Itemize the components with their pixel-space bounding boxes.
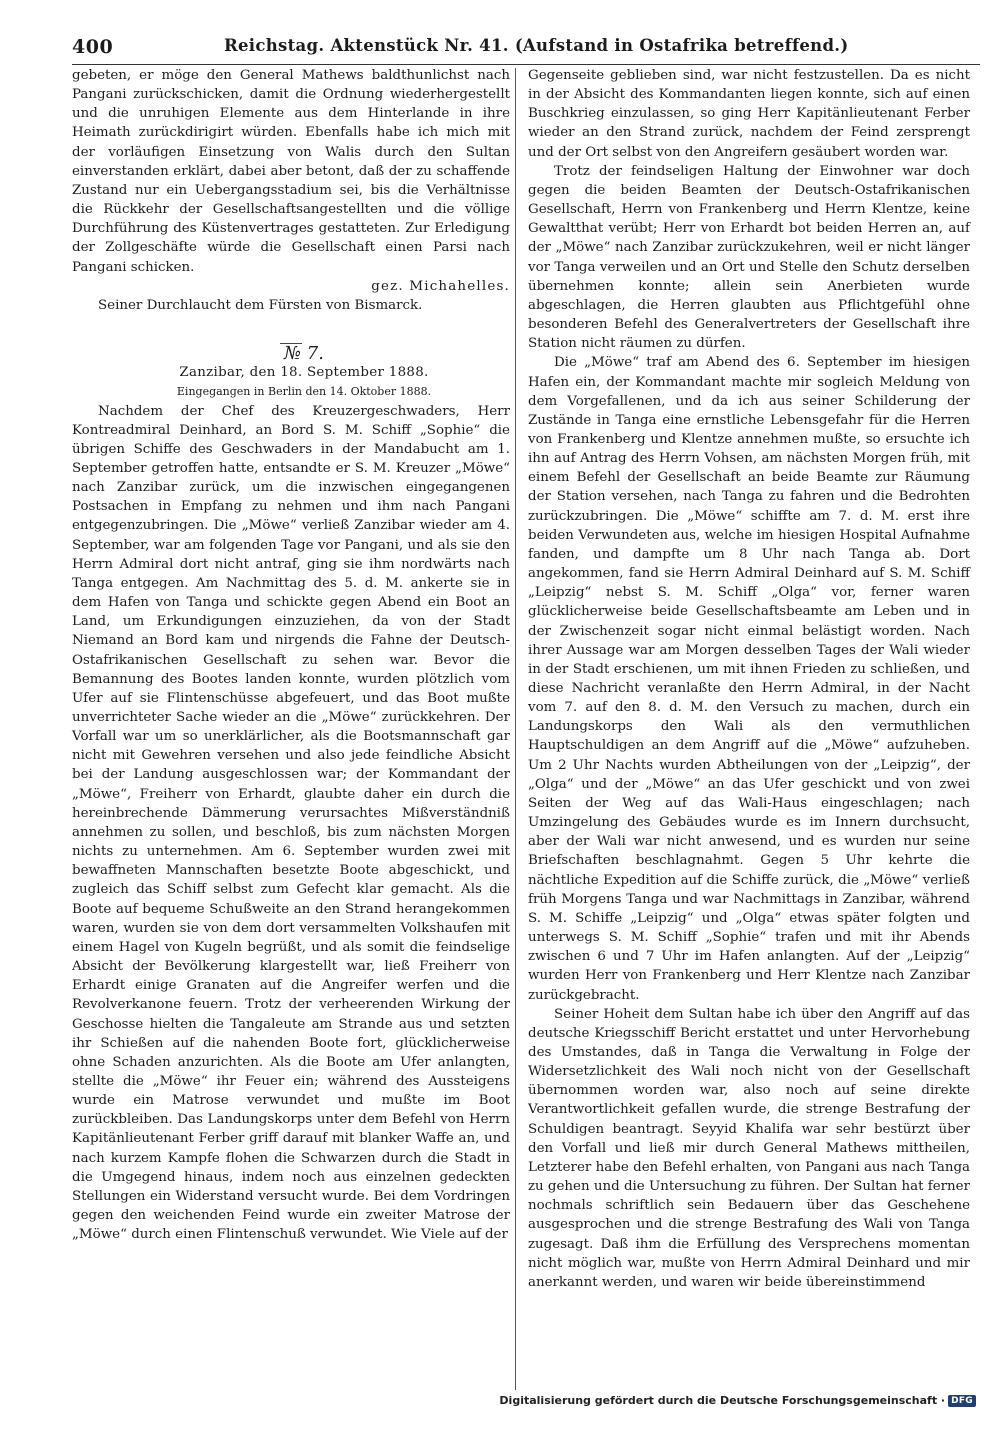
header-rule [72, 64, 980, 65]
report-paragraph: Nachdem der Chef des Kreuzergeschwaders, Herr Kontreadmiral Deinhard, an Bord S. M. Schiff „Sophie“ die übrigen Schiffe des Geschwaders in der Mandabucht am 1. September getroffen hatte, entsandte er S. M. Kreuzer „Möwe“ nach Zanzibar zurück, um die inzwischen eingegangenen Postsachen in Empfang zu nehmen und ihm nach Pangani entgegenzubringen. Die „Möwe“ verließ Zanzibar wieder am 4. September, war am folgenden Tage vor Pangani, und als sie den Herrn Admiral dort nicht antraf, ging sie ihm nordwärts nach Tanga entgegen. Am Nachmittag des 5. d. M. ankerte sie in dem Hafen von Tanga und schickte gegen Abend ein Boot an Land, um Erkundigungen einzuziehen, da von der Stadt Niemand an Bord kam und nirgends die Fahne der Deutsch-Ostafrikanischen Gesellschaft zu sehen war. Bevor die Bemannung des Bootes landen konnte, wurden plötzlich vom Ufer auf sie Flintenschüsse abgefeuert, und das Boot mußte unverrichteter Sache wieder an die „Möwe“ zurückkehren. Der Vorfall war um so unerklärlicher, als die Bootsmannschaft gar nicht mit Gewehren versehen und also jede feindliche Absicht bei der Landung ausgeschlossen war; der Kommandant der „Möwe“, Freiherr von Erhardt, glaubte daher ein durch die hereinbrechende Dämmerung verursachtes Mißverständniß annehmen zu sollen, und beschloß, bis zum nächsten Morgen nichts zu unternehmen. Am 6. September wurden zwei mit bewaffneten Mannschaften besetzte Boote abgeschickt, und zugleich das Schiff selbst zum Gefecht klar gemacht. Als die Boote auf bequeme Schußweite an den Strand herangekommen waren, wurden sie von dem dort versammelten Volkshaufen mit einem Hagel von Kugeln begrüßt, und als somit die feindselige Absicht der Bevölkerung klargestellt war, ließ Freiherr von Erhardt einige Granaten auf die Angreifer werfen und die Revolverkanone feuern. Trotz der verheerenden Wirkung der Geschosse hielten die Tangaleute am Strande aus und setzten ihr Schießen auf die nahenden Boote fort, glücklicherweise ohne Schaden anzurichten. Als die Boote am Ufer anlangten, stellte die „Möwe“ ihr Feuer ein; während des Aussteigens wurde ein Matrose verwundet und mußte im Boot zurückbleiben. Das Landungskorps unter dem Befehl von Herrn Kapitänlieutenant Ferber griff darauf mit blanker Waffe an, und nach kurzem Kampfe flohen die Schwarzen durch die Stadt in die Umgegend hinaus, indem noch aus einzelnen gedeckten Stellungen ein Widerstand versucht wurde. Bei dem Vordringen gegen den weichenden Feind wurde ein zweiter Matrose der „Möwe“ durch einen Flintenschuß verwundet. Wie Viele auf der [72, 403, 510, 1243]
digitization-footer [499, 1394, 976, 1407]
right-column [528, 66, 970, 1292]
running-title: Reichstag. Aktenstück Nr. 41. (Aufstand in Ostafrika betreffend.) [224, 36, 849, 55]
continued-paragraph: Gegenseite geblieben sind, war nicht festzustellen. Da es nicht in der Absicht des Kommandanten liegen konnte, sich auf einen Buschkrieg einzulassen, so ging Herr Kapitänlieutenant Ferber wieder an den Strand zurück, nachdem der Feind zersprengt und der Ort selbst von den Angreifern gesäubert worden war. [528, 68, 970, 160]
received-note: Eingegangen in Berlin den 14. Oktober 1888. [176, 385, 432, 399]
report-paragraph: Trotz der feindseligen Haltung der Einwohner war doch gegen die beiden Beamten der Deutsch-Ostafrikanischen Gesellschaft, Herrn von Frankenberg und Herrn Klentze, keine Gewaltthat verübt; Herr von Erhardt bot beiden Herren an, auf der „Möwe“ nach Zanzibar zurückzukehren, weil er nicht länger vor Tanga verweilen und an Ort und Stelle den Schutz derselben übernehmen konnte; allein sein Anerbieten wurde abgeschlagen, die Herren glaubten aus Pflichtgefühl ohne besonderen Befehl des Generalvertreters der Gesellschaft ihre Station nicht räumen zu dürfen. [528, 163, 970, 352]
left-column [72, 66, 510, 1244]
page-number: 400 [72, 36, 114, 58]
dfg-logo: DFG [948, 1395, 976, 1407]
report-paragraph: Die „Möwe“ traf am Abend des 6. September im hiesigen Hafen ein, der Kommandant machte mir sogleich Meldung von dem Vorgefallenen, und da ich aus seiner Schilderung der Zustände in Tanga eine ernstliche Lebensgefahr für die Herren von Frankenberg und Klentze annehmen mußte, so ersuchte ich ihn auf Antrag des Herrn Vohsen, am nächsten Morgen früh, mit einem Befehl der Gesellschaft an beide Beamte zur Räumung der Station versehen, nach Tanga zu fahren und die Bedrohten zurückzubringen. Die „Möwe“ schiffte am 7. d. M. erst ihre beiden Verwundeten aus, welche im hiesigen Hospital Aufnahme fanden, und dampfte um 8 Uhr nach Tanga ab. Dort angekommen, fand sie Herrn Admiral Deinhard auf S. M. Schiff „Leipzig“ nebst S. M. Schiff „Olga“ vor, ferner waren glücklicherweise beide Gesellschaftsbeamte am Leben und in der Zwischenzeit sogar nicht einmal belästigt worden. Nach ihrer Aussage war am Morgen desselben Tages der Wali wieder in der Stadt erschienen, um mit ihnen Frieden zu schließen, und diese Nachricht veranlaßte den Herrn Admiral, in der Nacht vom 7. auf den 8. d. M. den Versuch zu machen, durch ein Landungskorps den Wali als den vermuthlichen Hauptschuldigen an dem Angriff auf die „Möwe“ aufzuheben. Um 2 Uhr Nachts wurden Abtheilungen von der „Leipzig“, der „Olga“ und der „Möwe“ an das Ufer geschickt und von zwei Seiten der Weg auf das Wali-Haus eingeschlagen; nach Umzingelung des Gebäudes wurde es im Innern durchsucht, aber der Wali war nicht anwesend, und es wurden nur seine Briefschaften beschlagnahmt. Gegen 5 Uhr kehrte die nächtliche Expedition auf die Schiffe zurück, die „Möwe“ verließ früh Morgens Tanga und war Nachmittags in Zanzibar, während S. M. Schiffe „Leipzig“ und „Olga“ etwas später folgten und unterwegs S. M. Schiff „Sophie“ trafen und mit ihr Abends zwischen 6 und 7 Uhr im Hafen anlangten. Auf der „Leipzig“ wurden Herr von Frankenberg und Herr Klentze nach Zanzibar zurückgebracht. [528, 355, 970, 1003]
digitization-credit: Digitalisierung gefördert durch die Deutsche Forschungsgemeinschaft · [499, 1394, 946, 1407]
document-number: № 7. [284, 343, 324, 365]
column-divider [515, 68, 516, 1390]
report-paragraph: Seiner Hoheit dem Sultan habe ich über den Angriff auf das deutsche Kriegsschiff Bericht erstattet und unter Hervorhebung des Umstandes, daß in Tanga die Verwaltung in Folge der Widersetzlichkeit des Wali noch nicht von der Gesellschaft übernommen worden war, also noch auf seine direkte Verantwortlichkeit gefallen wurde, die strenge Bestrafung der Schuldigen beantragt. Seyyid Khalifa war sehr bestürzt über den Vorfall und ließ mir durch General Mathews mittheilen, Letzterer habe den Befehl erhalten, von Pangani aus nach Tanga zu gehen und die Untersuchung zu führen. Der Sultan hat ferner nochmals schriftlich sein Bedauern über das Geschehene ausgesprochen und die strenge Bestrafung des Wali von Tanga zugesagt. Daß ihm die Erfüllung des Versprechens momentan nicht möglich war, mußte von Herrn Admiral Deinhard und mir anerkannt werden, und waren wir beide übereinstimmend [528, 1006, 971, 1290]
addressee: Seiner Durchlaucht dem Fürsten von Bismarck. [98, 297, 423, 313]
continued-paragraph: gebeten, er möge den General Mathews baldthunlichst nach Pangani zurückschicken, damit die Ordnung wiederhergestellt und die unruhigen Elemente aus dem Hinterlande in ihre Heimath zurückdirigirt würden. Ebenfalls habe ich mich mit der vorläufigen Einsetzung von Walis durch den Sultan einverstanden erklärt, dabei aber betont, daß der zu schaffende Zustand nur ein Uebergangsstadium sei, bis die Verhältnisse die Rückkehr der Gesellschaftsangestellten und die völlige Durchführung des Küstenvertrages gestatteten. Zur Erledigung der Zollgeschäfte würde die Gesellschaft einen Parsi nach Pangani schicken. [72, 68, 510, 275]
place-date: Zanzibar, den 18. September 1888. [179, 365, 429, 381]
signature: gez. Michahelles. [371, 278, 510, 294]
page-header [72, 32, 980, 64]
